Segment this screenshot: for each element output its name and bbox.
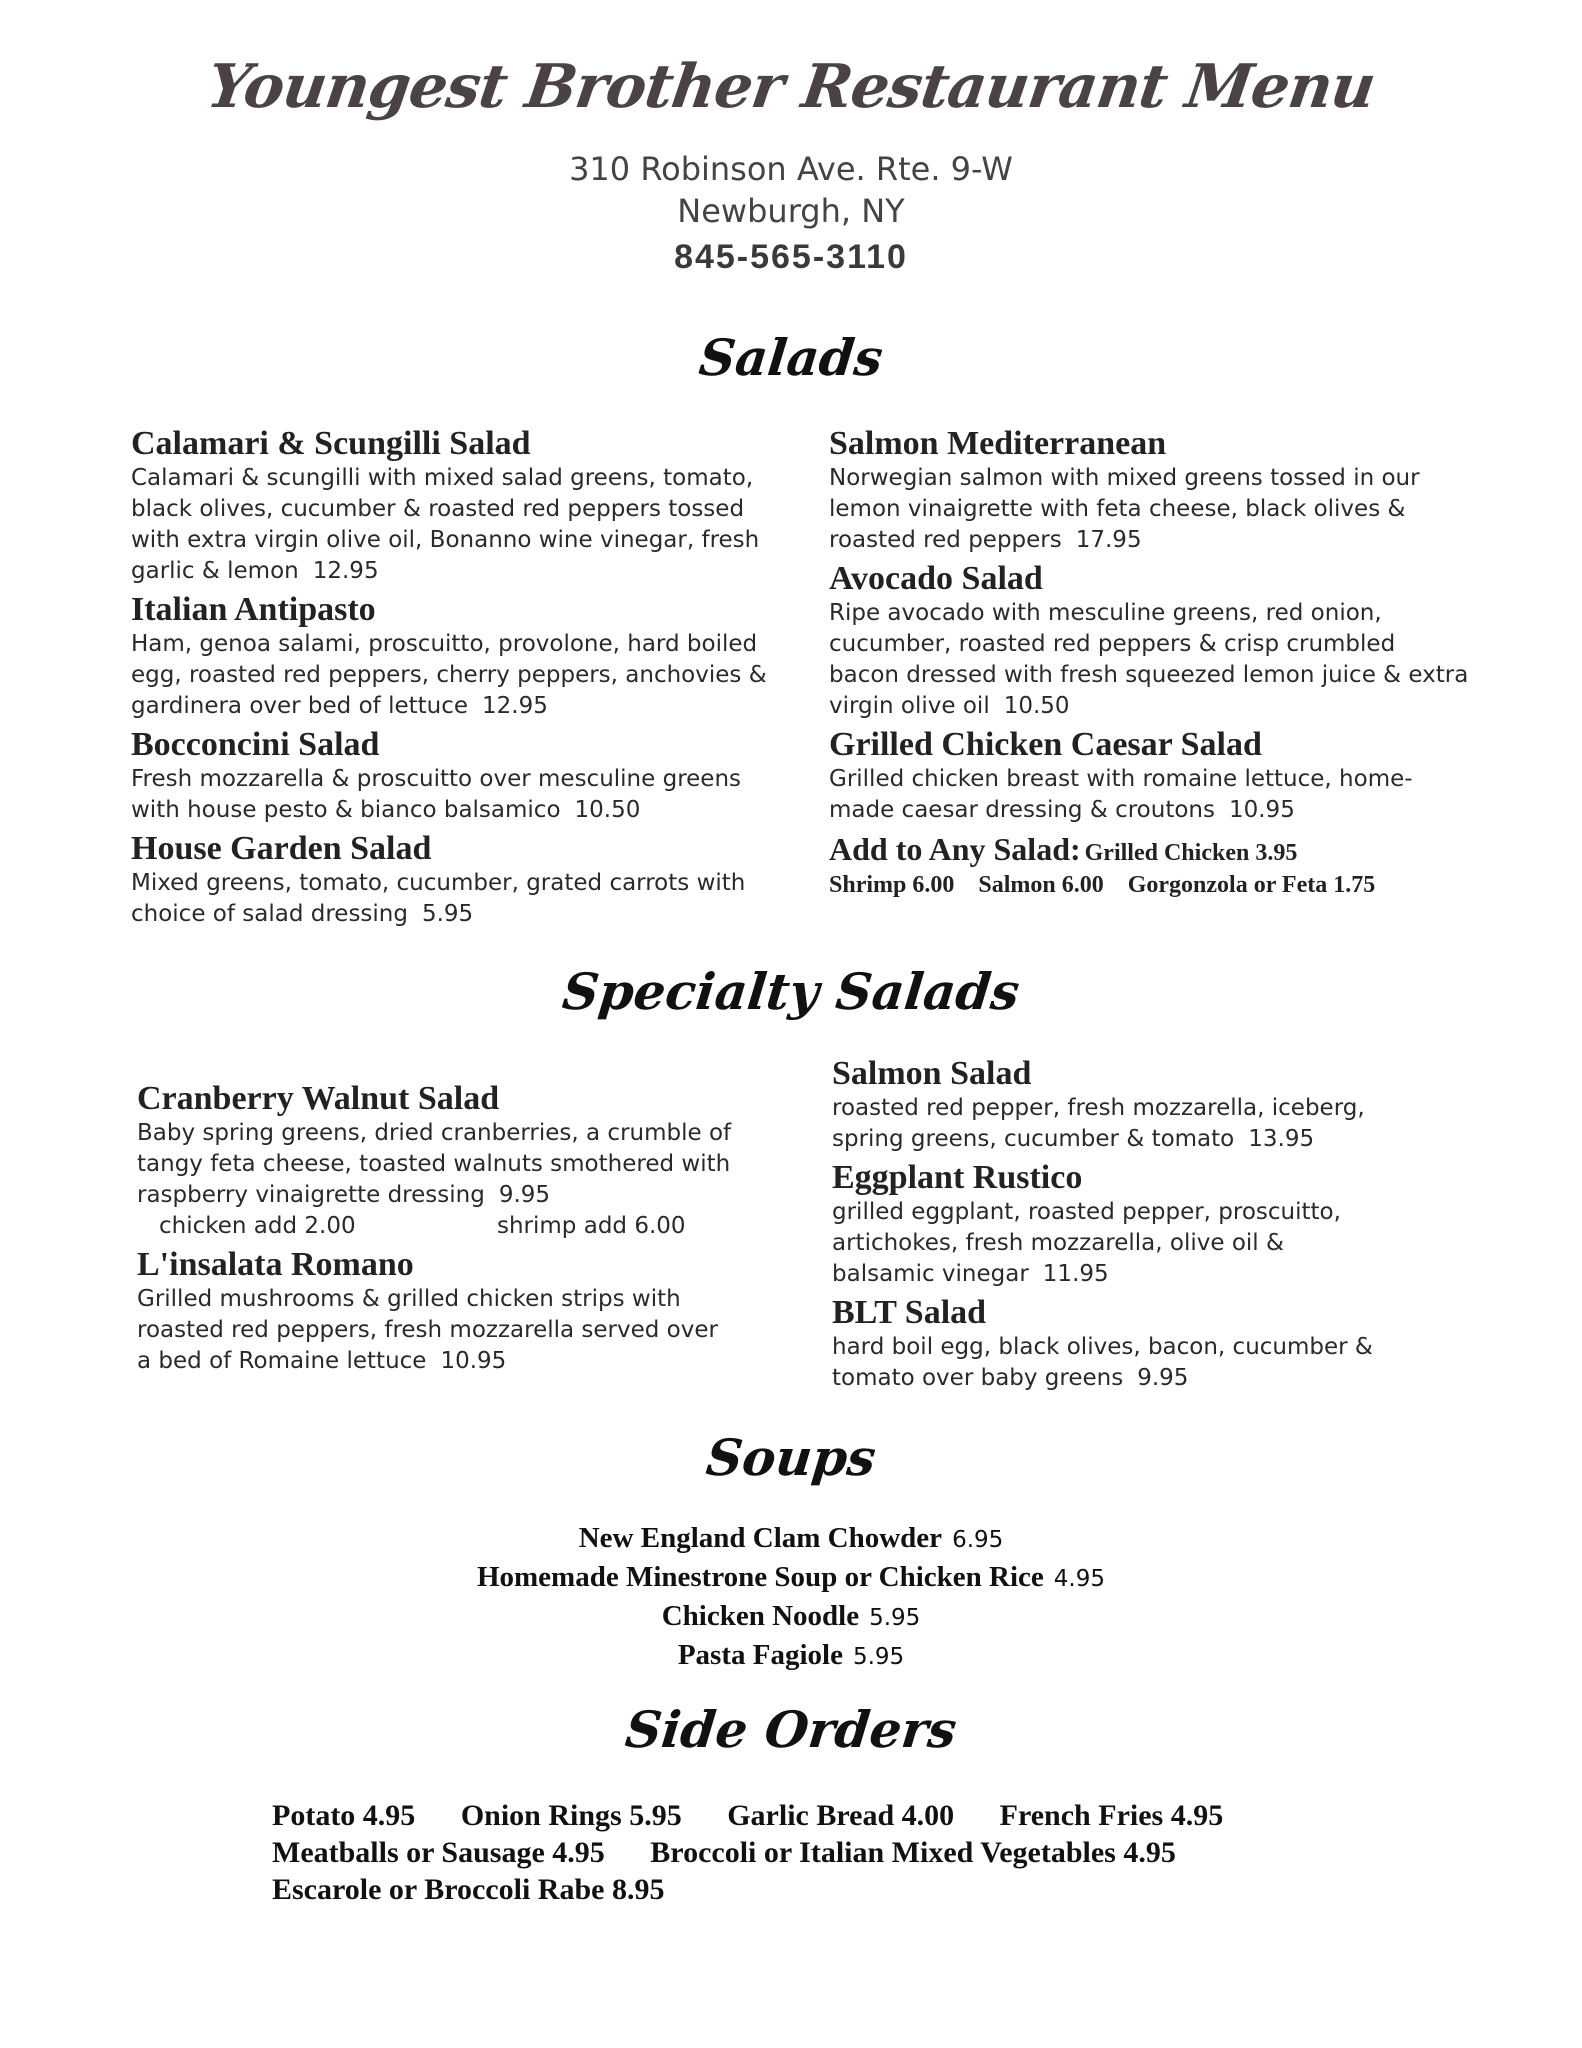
side-item: Garlic Bread 4.00 bbox=[727, 1799, 955, 1832]
item-price: 5.95 bbox=[421, 901, 474, 927]
item-name: L'insalata Romano bbox=[137, 1246, 414, 1283]
addon-chicken: chicken add 2.00 bbox=[159, 1213, 356, 1239]
menu-item bbox=[829, 560, 1469, 722]
side-orders-line bbox=[272, 1871, 1472, 1908]
side-orders-heading: Side Orders bbox=[622, 1700, 960, 1759]
side-item: Escarole or Broccoli Rabe 8.95 bbox=[272, 1873, 665, 1906]
soup-item: New England Clam Chowder 6.95 bbox=[578, 1522, 1004, 1554]
add-option: Salmon 6.00 bbox=[978, 872, 1104, 898]
menu-item bbox=[137, 1080, 737, 1242]
menu-item bbox=[832, 1294, 1392, 1394]
item-price: 17.95 bbox=[1075, 527, 1142, 553]
soup-price: 4.95 bbox=[1053, 1566, 1106, 1592]
item-description: Ripe avocado with mesculine greens, red onion, cucumber, roasted red peppers & crisp crumbled bacon dressed with fresh squeezed lemon juice & extra virgin olive oil 10.50 bbox=[829, 600, 1469, 719]
item-description: Calamari & scungilli with mixed salad greens, tomato, black olives, cucumber & roasted red peppers tossed with extra virgin olive oil, Bonanno wine vinegar, fresh garlic & lemon 12.95 bbox=[131, 465, 760, 584]
salads-heading: Salads bbox=[696, 328, 886, 387]
specialty-left-column bbox=[137, 1080, 737, 1381]
item-name: House Garden Salad bbox=[131, 830, 432, 867]
item-name: Italian Antipasto bbox=[131, 591, 376, 628]
soup-item: Chicken Noodle 5.95 bbox=[661, 1600, 921, 1632]
add-option: Shrimp 6.00 bbox=[829, 872, 955, 898]
item-price: 12.95 bbox=[312, 558, 379, 584]
item-name: Avocado Salad bbox=[829, 560, 1043, 597]
salads-right-column bbox=[829, 425, 1469, 902]
menu-item bbox=[131, 726, 771, 826]
specialty-right-column bbox=[832, 1055, 1392, 1398]
side-orders-list bbox=[272, 1797, 1472, 1908]
soup-item: Homemade Minestrone Soup or Chicken Rice 4.95 bbox=[476, 1561, 1106, 1593]
item-description: grilled eggplant, roasted pepper, proscuitto, artichokes, fresh mozzarella, olive oil & balsamic vinegar 11.95 bbox=[832, 1199, 1341, 1287]
side-orders-line bbox=[272, 1797, 1472, 1834]
menu-item bbox=[829, 726, 1469, 826]
item-price: 10.95 bbox=[1228, 797, 1295, 823]
address-line-1: 310 Robinson Ave. Rte. 9-W bbox=[569, 150, 1013, 188]
item-price: 10.50 bbox=[1003, 693, 1070, 719]
phone-number: 845-565-3110 bbox=[674, 238, 908, 276]
item-name: BLT Salad bbox=[832, 1294, 987, 1331]
item-price: 10.50 bbox=[574, 797, 641, 823]
add-option: Gorgonzola or Feta 1.75 bbox=[1127, 872, 1376, 898]
side-orders-line bbox=[272, 1834, 1472, 1871]
menu-item bbox=[131, 591, 771, 722]
item-addons bbox=[137, 1211, 737, 1242]
add-option: Grilled Chicken 3.95 bbox=[1084, 840, 1298, 866]
item-price: 10.95 bbox=[440, 1348, 507, 1374]
item-description: Grilled chicken breast with romaine lettuce, home-made caesar dressing & croutons 10.95 bbox=[829, 766, 1413, 823]
soup-item: Pasta Fagiole 5.95 bbox=[677, 1639, 905, 1671]
side-item: Meatballs or Sausage 4.95 bbox=[272, 1836, 605, 1869]
item-description: Mixed greens, tomato, cucumber, grated carrots with choice of salad dressing 5.95 bbox=[131, 870, 746, 927]
side-item: Broccoli or Italian Mixed Vegetables 4.95 bbox=[650, 1836, 1176, 1869]
soups-heading: Soups bbox=[703, 1428, 879, 1487]
menu-title: Youngest Brother Restaurant Menu bbox=[202, 52, 1380, 122]
item-description: Norwegian salmon with mixed greens tossed in our lemon vinaigrette with feta cheese, black olives & roasted red peppers 17.95 bbox=[829, 465, 1420, 553]
item-description: hard boil egg, black olives, bacon, cucumber & tomato over baby greens 9.95 bbox=[832, 1334, 1373, 1391]
item-description: Baby spring greens, dried cranberries, a crumble of tangy feta cheese, toasted walnuts smothered with raspberry vinaigrette dressing 9.95 bbox=[137, 1120, 732, 1208]
item-price: 9.95 bbox=[1137, 1365, 1189, 1391]
item-name: Salmon Salad bbox=[832, 1055, 1032, 1092]
item-description: Grilled mushrooms & grilled chicken strips with roasted red peppers, fresh mozzarella served over a bed of Romaine lettuce 10.95 bbox=[137, 1286, 718, 1374]
item-description: Ham, genoa salami, proscuitto, provolone, hard boiled egg, roasted red peppers, cherry peppers, anchovies & gardinera over bed of lettuce 12.95 bbox=[131, 631, 767, 719]
item-description: roasted red pepper, fresh mozzarella, iceberg, spring greens, cucumber & tomato 13.95 bbox=[832, 1095, 1365, 1152]
item-description: Fresh mozzarella & proscuitto over mesculine greens with house pesto & bianco balsamico 10.50 bbox=[131, 766, 742, 823]
menu-item bbox=[832, 1159, 1392, 1290]
side-item: Potato 4.95 bbox=[272, 1799, 416, 1832]
address-line-2: Newburgh, NY bbox=[677, 192, 905, 230]
add-to-any-salad bbox=[829, 830, 1469, 902]
add-to-any-salad-label: Add to Any Salad: bbox=[829, 831, 1081, 867]
addon-shrimp: shrimp add 6.00 bbox=[497, 1213, 686, 1239]
menu-item bbox=[131, 830, 771, 930]
item-name: Eggplant Rustico bbox=[832, 1159, 1083, 1196]
side-item: Onion Rings 5.95 bbox=[460, 1799, 682, 1832]
specialty-salads-heading: Specialty Salads bbox=[559, 962, 1023, 1021]
item-name: Bocconcini Salad bbox=[131, 726, 380, 763]
item-name: Grilled Chicken Caesar Salad bbox=[829, 726, 1262, 763]
item-name: Calamari & Scungilli Salad bbox=[131, 425, 531, 462]
item-price: 12.95 bbox=[482, 693, 548, 719]
soups-list bbox=[0, 1520, 1582, 1676]
item-price: 13.95 bbox=[1248, 1126, 1315, 1152]
menu-item bbox=[832, 1055, 1392, 1155]
soup-price: 5.95 bbox=[869, 1605, 921, 1631]
side-item: French Fries 4.95 bbox=[999, 1799, 1224, 1832]
item-price: 9.95 bbox=[498, 1182, 551, 1208]
item-price: 11.95 bbox=[1042, 1261, 1109, 1287]
menu-item bbox=[829, 425, 1469, 556]
add-options-line bbox=[829, 868, 1469, 902]
soup-price: 5.95 bbox=[852, 1644, 905, 1670]
soup-price: 6.95 bbox=[952, 1527, 1004, 1553]
item-name: Salmon Mediterranean bbox=[829, 425, 1167, 462]
menu-item bbox=[137, 1246, 737, 1377]
menu-item bbox=[131, 425, 771, 587]
item-name: Cranberry Walnut Salad bbox=[137, 1080, 500, 1117]
salads-left-column bbox=[131, 425, 771, 934]
